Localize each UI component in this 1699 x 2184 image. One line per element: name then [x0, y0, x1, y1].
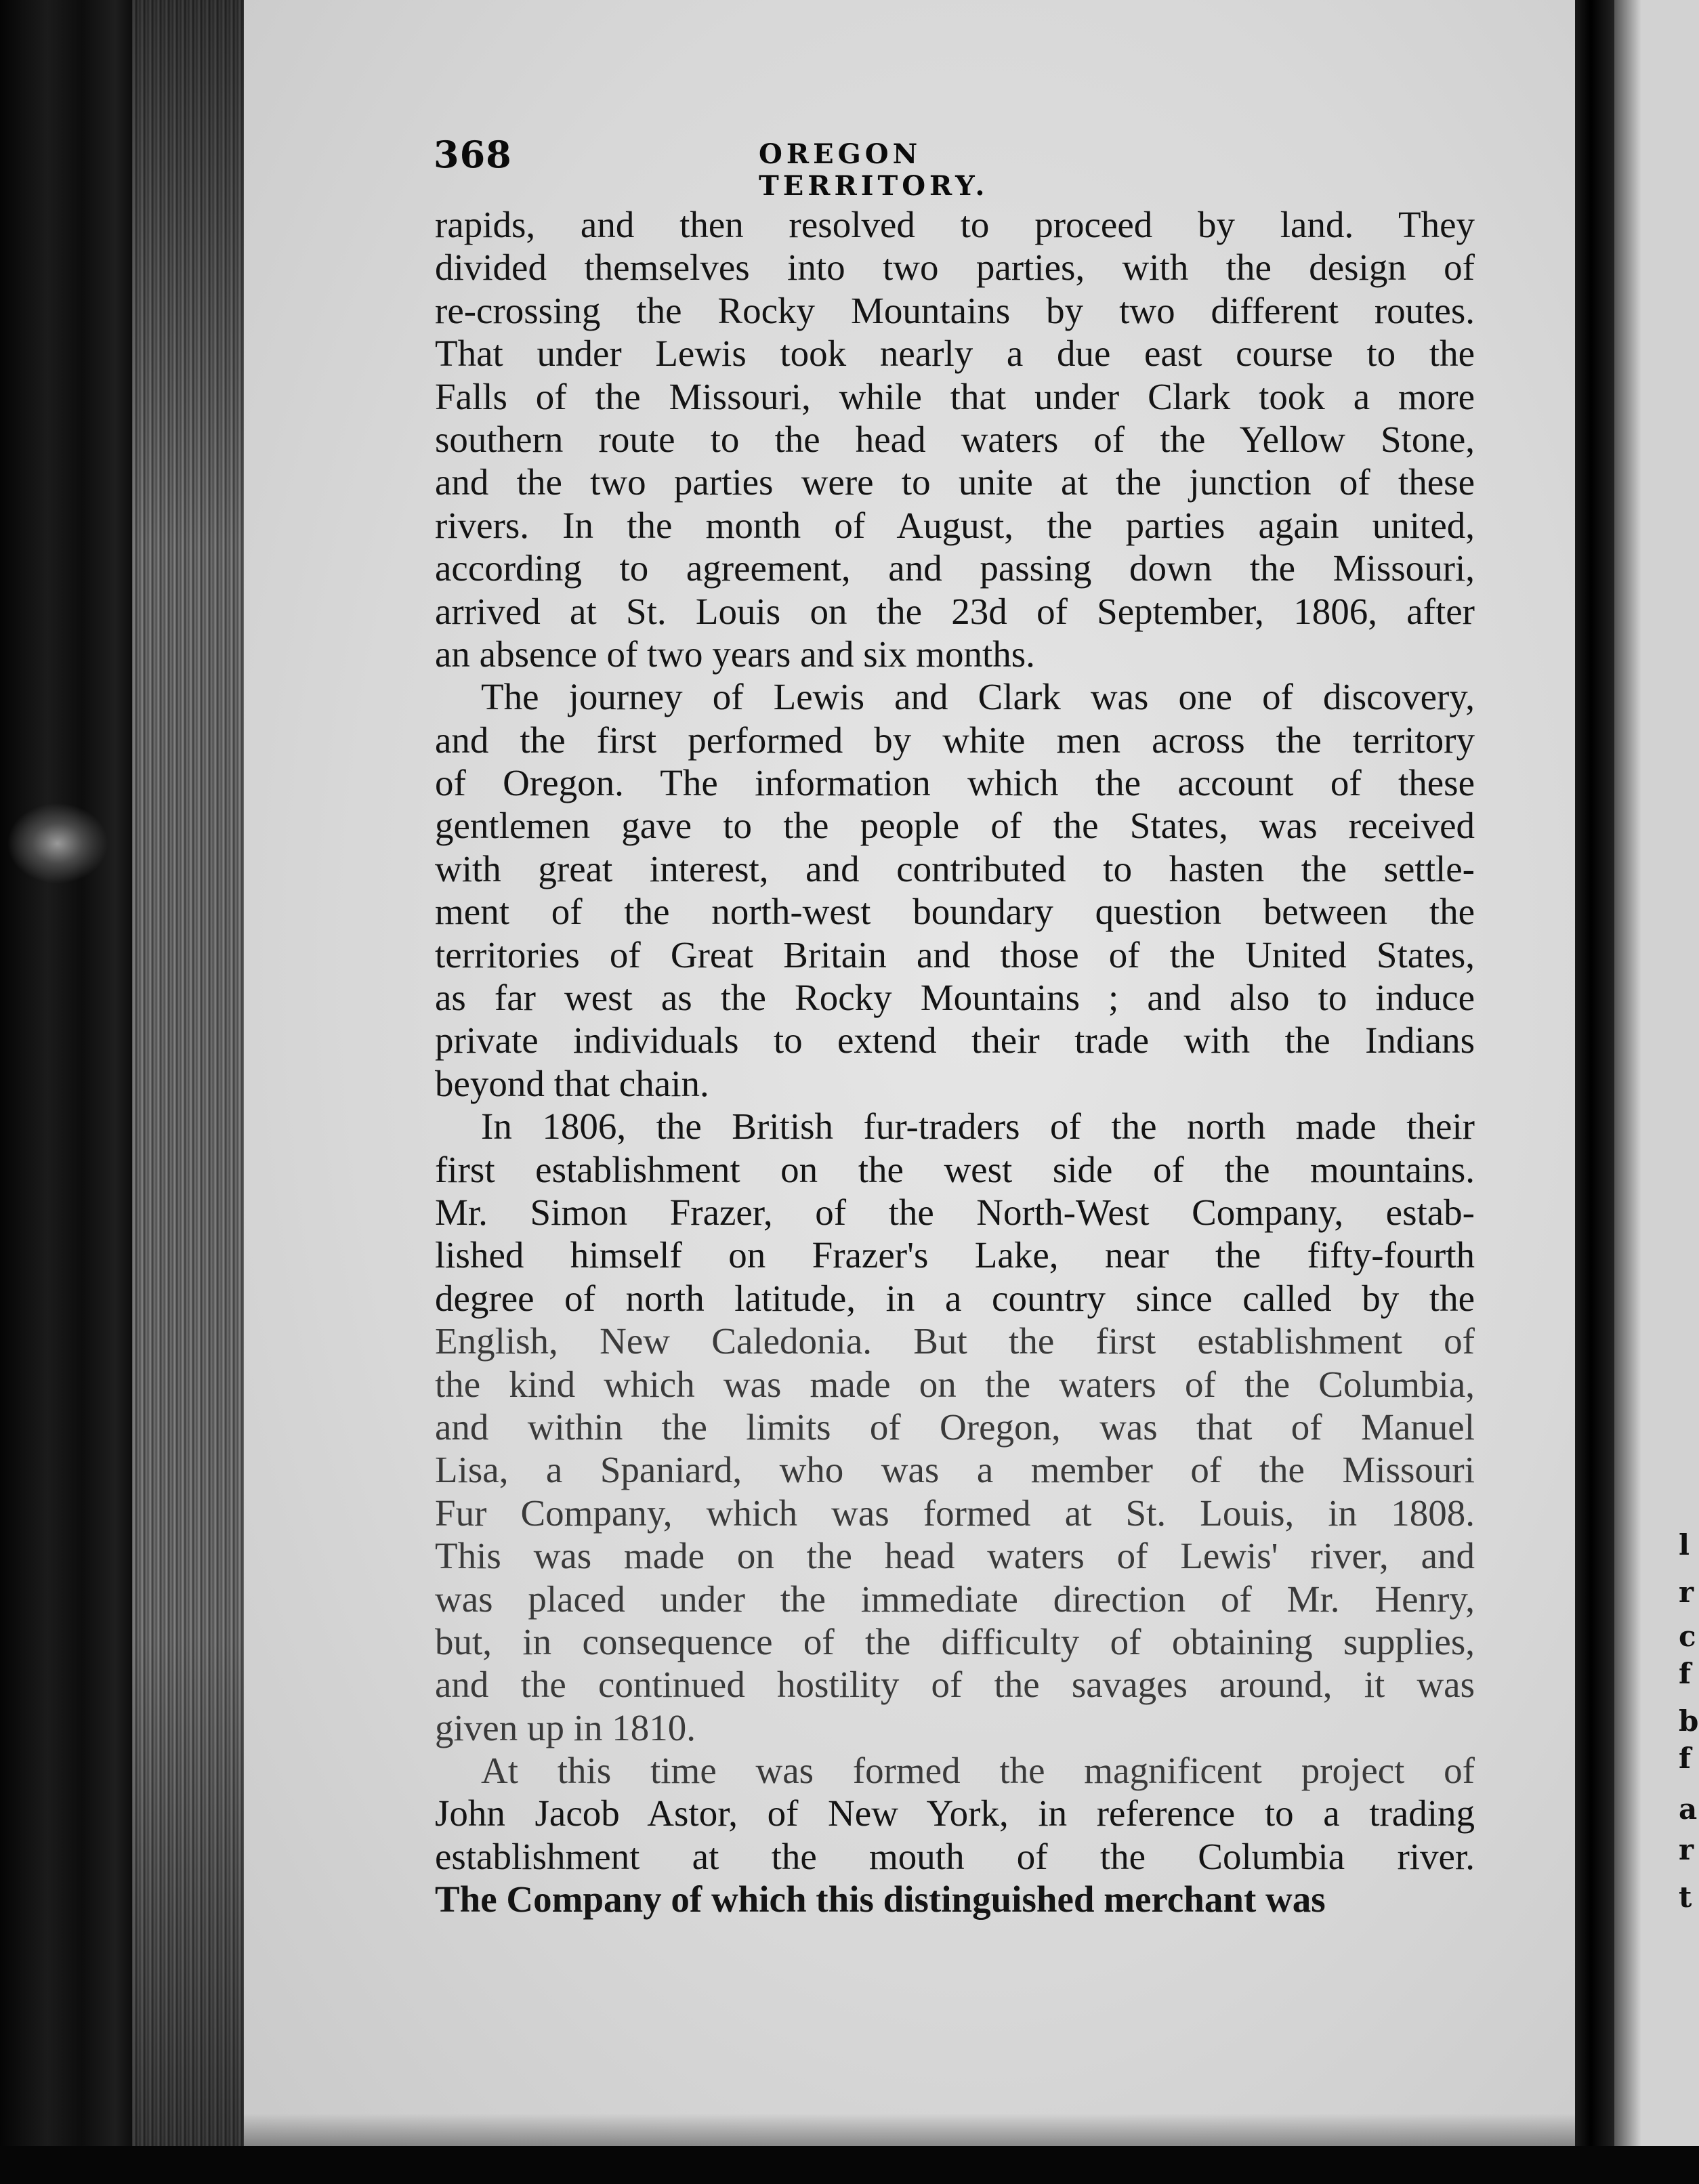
- scan-blot: [7, 803, 108, 884]
- text-line: arrived at St. Louis on the 23d of September, 1806, after: [435, 590, 1475, 632]
- facing-page-letter: f: [1679, 1742, 1692, 1775]
- page-bottom-shadow: [244, 2114, 1575, 2146]
- text-line: rivers. In the month of August, the parties again united,: [435, 504, 1475, 546]
- text-line: degree of north latitude, in a country since called by the: [435, 1277, 1475, 1319]
- text-line: English, New Caledonia. But the first establishment of: [435, 1320, 1475, 1362]
- text-line: Falls of the Missouri, while that under Clark took a more: [435, 375, 1475, 417]
- facing-page-letter: t: [1679, 1881, 1692, 1914]
- page-number: 368: [434, 133, 512, 176]
- paragraph: [435, 1105, 1475, 1749]
- text-line: establishment at the mouth of the Columbia river.: [435, 1835, 1475, 1877]
- facing-page-letter: f: [1679, 1657, 1692, 1690]
- book-gutter: [1575, 0, 1614, 2184]
- text-line: an absence of two years and six months.: [435, 633, 1035, 675]
- scanner-background: [0, 0, 135, 2184]
- text-line: John Jacob Astor, of New York, in reference to a trading: [435, 1792, 1475, 1834]
- text-line: private individuals to extend their trade with the Indians: [435, 1020, 1475, 1062]
- text-line: That under Lewis took nearly a due east course to the: [435, 333, 1475, 375]
- facing-page-letter: l: [1679, 1528, 1690, 1561]
- text-line: This was made on the head waters of Lewis' river, and: [435, 1535, 1475, 1577]
- facing-page-letter: r: [1679, 1833, 1694, 1866]
- text-line: beyond that chain.: [435, 1062, 709, 1104]
- text-line: the kind which was made on the waters of the Columbia,: [435, 1363, 1475, 1405]
- text-line: Fur Company, which was formed at St. Louis, in 1808.: [435, 1492, 1475, 1534]
- text-line: southern route to the head waters of the Yellow Stone,: [435, 418, 1475, 460]
- page-edges-shadow: [132, 0, 244, 2184]
- text-line: The journey of Lewis and Clark was one of discovery,: [481, 676, 1475, 718]
- text-line: with great interest, and contributed to hasten the settle-: [435, 847, 1475, 889]
- running-head: [434, 133, 1145, 202]
- paragraph: [435, 675, 1475, 1105]
- body-text: [435, 203, 1475, 1921]
- text-line: but, in consequence of the difficulty of obtaining supplies,: [435, 1620, 1475, 1662]
- text-line: and the continued hostility of the savages around, it was: [435, 1664, 1475, 1706]
- text-line: as far west as the Rocky Mountains ; and also to induce: [435, 977, 1475, 1019]
- text-line: rapids, and then resolved to proceed by land. They: [435, 204, 1475, 245]
- text-line: In 1806, the British fur-traders of the north made their: [481, 1106, 1475, 1148]
- paragraph: [435, 203, 1475, 675]
- text-line: according to agreement, and passing down the Missouri,: [435, 547, 1475, 589]
- text-line: ment of the north-west boundary question between the: [435, 891, 1475, 933]
- text-line: and the first performed by white men across the territory: [435, 719, 1475, 761]
- text-line: given up in 1810.: [435, 1706, 696, 1748]
- text-line: was placed under the immediate direction of Mr. Henry,: [435, 1578, 1475, 1620]
- text-line: and the two parties were to unite at the junction of these: [435, 461, 1475, 503]
- text-line: of Oregon. The information which the account of these: [435, 762, 1475, 804]
- text-line: divided themselves into two parties, with the design of: [435, 247, 1475, 289]
- text-line: territories of Great Britain and those of the United States,: [435, 933, 1475, 975]
- text-line: gentlemen gave to the people of the States, was received: [435, 805, 1475, 847]
- text-line: and within the limits of Oregon, was that of Manuel: [435, 1406, 1475, 1448]
- running-title: OREGON TERRITORY.: [759, 138, 989, 202]
- text-line: The Company of which this distinguished merchant was: [435, 1878, 1326, 1920]
- facing-page-shadow: [1614, 0, 1641, 2184]
- facing-page-letter: b: [1679, 1704, 1699, 1738]
- scanner-bottom-strip: [0, 2146, 1699, 2184]
- facing-page-letter: a: [1679, 1792, 1698, 1826]
- text-line: Lisa, a Spaniard, who was a member of the Missouri: [435, 1449, 1475, 1491]
- paragraph: [435, 1749, 1475, 1921]
- text-line: re-crossing the Rocky Mountains by two different routes.: [435, 289, 1475, 331]
- facing-page-letter: c: [1679, 1620, 1696, 1653]
- text-line: At this time was formed the magnificent project of: [481, 1750, 1475, 1792]
- text-line: lished himself on Frazer's Lake, near the fifty-fourth: [435, 1234, 1475, 1276]
- facing-page-letter: r: [1679, 1576, 1694, 1609]
- text-line: Mr. Simon Frazer, of the North-West Company, estab-: [435, 1191, 1475, 1233]
- text-line: first establishment on the west side of the mountains.: [435, 1148, 1475, 1190]
